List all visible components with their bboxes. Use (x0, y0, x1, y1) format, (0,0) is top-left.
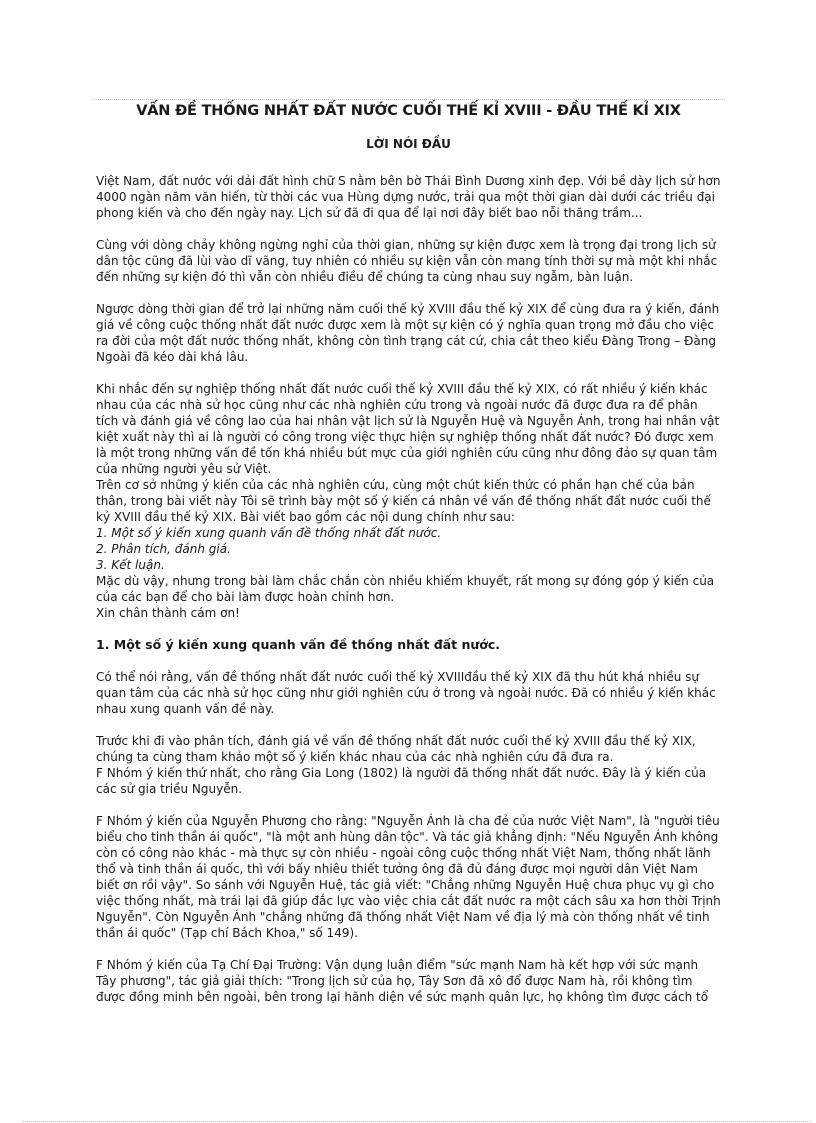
outline-item: 2. Phân tích, đánh giá. (96, 542, 231, 556)
paragraph: Mặc dù vậy, nhưng trong bài làm chắc chắn còn nhiều khiếm khuyết, rất mong sự đóng góp ý kiến của của các bạn để cho bài làm được hoàn chỉnh hơn. (96, 574, 715, 604)
paragraph: F Nhóm ý kiến của Nguyễn Phương cho rằng: "Nguyễn Ánh là cha đẻ của nước Việt Nam", là "người tiêu biểu cho tinh thần ái quốc", "là một anh hùng dân tộc". Và tác giả khẳng định: "Nếu Nguyễn Ánh không còn có công nào khác - mà thực sự còn nhiều - ngoài công cuộc thống nhất Việt Nam, thống nhất lãnh thổ và tinh thần ái quốc, thì với bấy nhiêu thiết tưởng ông đã đủ đáng được mọi người dân Việt Nam biết ơn rồi vậy". So sánh với Nguyễn Huệ, tác giả viết: "Chẳng những Nguyễn Huệ chưa phục vụ gì cho việc thống nhất, mà trái lại đã giúp đắc lực vào việc chia cắt đất nước ra một cách sâu xa hơn thời Trịnh Nguyễn". Còn Nguyễn Ánh "chẳng những đã thống nhất Việt Nam về địa lý mà còn thống nhất về tinh thần ái quốc" (Tạp chí Bách Khoa," số 149). (96, 814, 721, 940)
paragraph: Xin chân thành cám ơn! (96, 606, 240, 620)
top-divider (92, 99, 725, 100)
paragraph: Ngược dòng thời gian để trở lại những năm cuối thế kỷ XVIII đầu thế kỷ XIX để cùng đưa ra ý kiến, đánh giá về công cuộc thống nhất đất nước được xem là một sự kiện có ý nghĩa quan trọng mở đầu cho việc ra đời của một đất nước thống nhất, không còn tình trạng cát cứ, chia cắt theo kiểu Đàng Trong – Đàng Ngoài đã kéo dài khá lâu. (96, 302, 720, 364)
outline-item: 1. Một số ý kiến xung quanh vấn đề thống nhất đất nước. (96, 526, 442, 540)
paragraph: F Nhóm ý kiến của Tạ Chí Đại Trường: Vận dụng luận điểm "sức mạnh Nam hà kết hợp với sức mạnh Tây phương", tác giả giải thích: "Trong lịch sử của họ, Tây Sơn đã xô đổ được Nam hà, rồi không tìm được đồng minh bên ngoài, bên trong lại hãnh diện về sức mạnh quân lực, họ không tìm được cách tổ (96, 958, 709, 1004)
bottom-divider (22, 1121, 812, 1122)
paragraph: Khi nhắc đến sự nghiệp thống nhất đất nước cuối thế kỷ XVIII đầu thế kỷ XIX, có rất nhiều ý kiến khác nhau của các nhà sử học cũng như các nhà nghiên cứu trong và ngoài nước đã được đưa ra để phân tích và đánh giá về công lao của hai nhân vật lịch sử là Nguyễn Huệ và Nguyễn Ánh, trong hai nhân vật kiệt xuất này thì ai là người có công trong việc thực hiện sự nghiệp thống nhất đất nước? Đó được xem là một trong những vấn đề tốn khá nhiều bút mực của giới nghiên cứu cũng như đông đảo sự quan tâm của những người yêu sử Việt. (96, 382, 720, 476)
document-body (96, 173, 721, 1005)
section-subtitle: LỜI NÓI ĐẦU (366, 137, 451, 151)
paragraph: Trên cơ sở những ý kiến của các nhà nghiên cứu, cùng một chút kiến thức có phần hạn chế của bản thân, trong bài viết này Tôi sẽ trình bày một số ý kiến cá nhân về vấn đề thống nhất đất nước cuối thế kỷ XVIII đầu thế kỷ XIX. Bài viết bao gồm các nội dung chính như sau: (96, 478, 711, 524)
section-heading: 1. Một số ý kiến xung quanh vấn đề thống nhất đất nước. (96, 637, 501, 652)
outline-item: 3. Kết luận. (96, 558, 165, 572)
paragraph: Có thể nói rằng, vấn đề thống nhất đất nước cuối thế kỷ XVIIIđầu thế kỷ XIX đã thu hút khá nhiều sự quan tâm của các nhà sử học cũng như giới nghiên cứu ở trong và ngoài nước. Đã có nhiều ý kiến khác nhau xung quanh vấn đề này. (96, 670, 716, 716)
paragraph: F Nhóm ý kiến thứ nhất, cho rằng Gia Long (1802) là người đã thống nhất đất nước. Đây là ý kiến của các sử gia triều Nguyễn. (96, 766, 707, 796)
paragraph: Cùng với dòng chảy không ngừng nghỉ của thời gian, những sự kiện được xem là trọng đại trong lịch sử dân tộc cũng đã lùi vào dĩ vãng, tuy nhiên có nhiều sự kiện vẫn còn mang tính thời sự mà một khi nhắc đến những sự kiện đó thì vẫn còn nhiều điều để chúng ta cùng nhau suy ngẫm, bàn luận. (96, 238, 718, 284)
paragraph: Trước khi đi vào phân tích, đánh giá về vấn đề thống nhất đất nước cuối thế kỷ XVIII đầu thế kỷ XIX, chúng ta cùng tham khảo một số ý kiến khác nhau của các nhà nghiên cứu đã đưa ra. (96, 734, 696, 764)
document-title: VẤN ĐỀ THỐNG NHẤT ĐẤT NƯỚC CUỐI THẾ KỈ XVIII - ĐẦU THẾ KỈ XIX (136, 103, 681, 119)
paragraph: Việt Nam, đất nước với dải đất hình chữ S nằm bên bờ Thái Bình Dương xinh đẹp. Với bề dày lịch sử hơn 4000 ngàn năm văn hiến, từ thời các vua Hùng dựng nước, trải qua một thời gian dài dưới các triều đại phong kiến và cho đến ngày nay. Lịch sử đã đi qua để lại nơi đây biết bao nỗi thăng trầm... (96, 174, 721, 220)
